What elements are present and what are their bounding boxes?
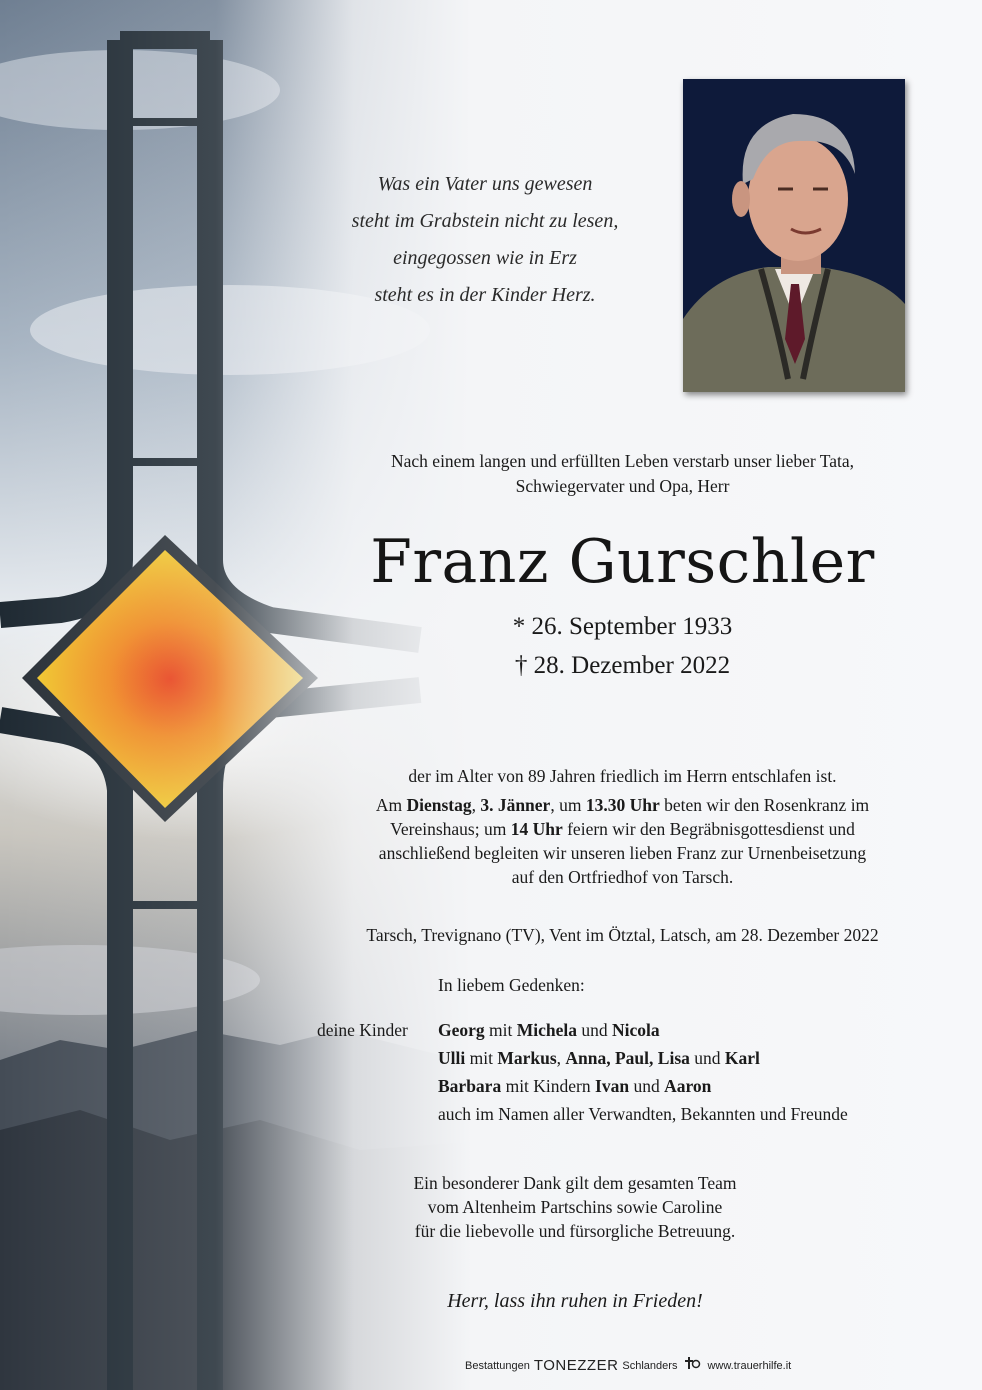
mourners-list	[438, 1016, 848, 1128]
cross-logo-icon	[683, 1356, 701, 1375]
poem-line: Was ein Vater uns gewesen	[377, 173, 593, 195]
place-date-line: Tarsch, Trevignano (TV), Vent im Ötztal, Latsch, am 28. Dezember 2022	[366, 925, 879, 945]
service-text	[300, 764, 945, 889]
service-date: 3. Jänner	[480, 795, 551, 815]
poem	[300, 166, 670, 314]
service-weekday: Dienstag	[406, 795, 472, 815]
poem-line: steht im Grabstein nicht zu lesen,	[351, 210, 619, 232]
intro-text	[300, 449, 945, 499]
mourner-row: Barbara mit Kindern Ivan und Aaron	[438, 1076, 712, 1096]
footer-brand: TONEZZER	[533, 1356, 619, 1374]
deceased-name: Franz Gurschler	[370, 527, 875, 597]
mourner-row: auch im Namen aller Verwandten, Bekannten und Freunde	[438, 1104, 848, 1124]
mourner-row: Ulli mit Markus, Anna, Paul, Lisa und Karl	[438, 1048, 760, 1068]
poem-line: eingegossen wie in Erz	[393, 247, 577, 269]
service-line-2: Vereinshaus; um 14 Uhr feiern wir den Begräbnisgottesdienst und	[390, 819, 855, 839]
thanks-line: Ein besonderer Dank gilt dem gesamten Team	[413, 1173, 737, 1193]
intro-line: Nach einem langen und erfüllten Leben verstarb unser lieber Tata,	[391, 451, 854, 471]
service-line-3: anschließend begleiten wir unseren lieben Franz zur Urnenbeisetzung	[378, 843, 867, 863]
memory-heading: In liebem Gedenken:	[438, 975, 585, 995]
children-label: deine Kinder	[317, 1020, 408, 1040]
footer-suffix: Schlanders	[622, 1359, 678, 1372]
life-dates	[300, 607, 945, 685]
portrait-photo	[683, 79, 905, 392]
footer-url[interactable]: www.trauerhilfe.it	[707, 1359, 792, 1372]
service-line-4: auf den Ortfriedhof von Tarsch.	[511, 867, 734, 887]
poem-line: steht es in der Kinder Herz.	[374, 284, 596, 306]
funeral-time: 14 Uhr	[510, 819, 563, 839]
mourner-row: Georg mit Michela und Nicola	[438, 1020, 660, 1040]
birth-date: * 26. September 1933	[512, 613, 733, 640]
thanks-line: vom Altenheim Partschins sowie Caroline	[427, 1197, 723, 1217]
closing-prayer: Herr, lass ihn ruhen in Frieden!	[447, 1290, 703, 1312]
intro-line: Schwiegervater und Opa, Herr	[515, 476, 730, 496]
death-date: † 28. Dezember 2022	[514, 652, 731, 679]
footer	[465, 1356, 791, 1375]
thanks-text	[360, 1171, 790, 1243]
service-line-1: Am Dienstag, 3. Jänner, um 13.30 Uhr beten wir den Rosenkranz im	[375, 795, 870, 815]
age-line: der im Alter von 89 Jahren friedlich im Herrn entschlafen ist.	[408, 766, 837, 786]
rosary-time: 13.30 Uhr	[585, 795, 660, 815]
footer-prefix: Bestattungen	[465, 1359, 530, 1372]
thanks-line: für die liebevolle und fürsorgliche Betreuung.	[414, 1221, 736, 1241]
